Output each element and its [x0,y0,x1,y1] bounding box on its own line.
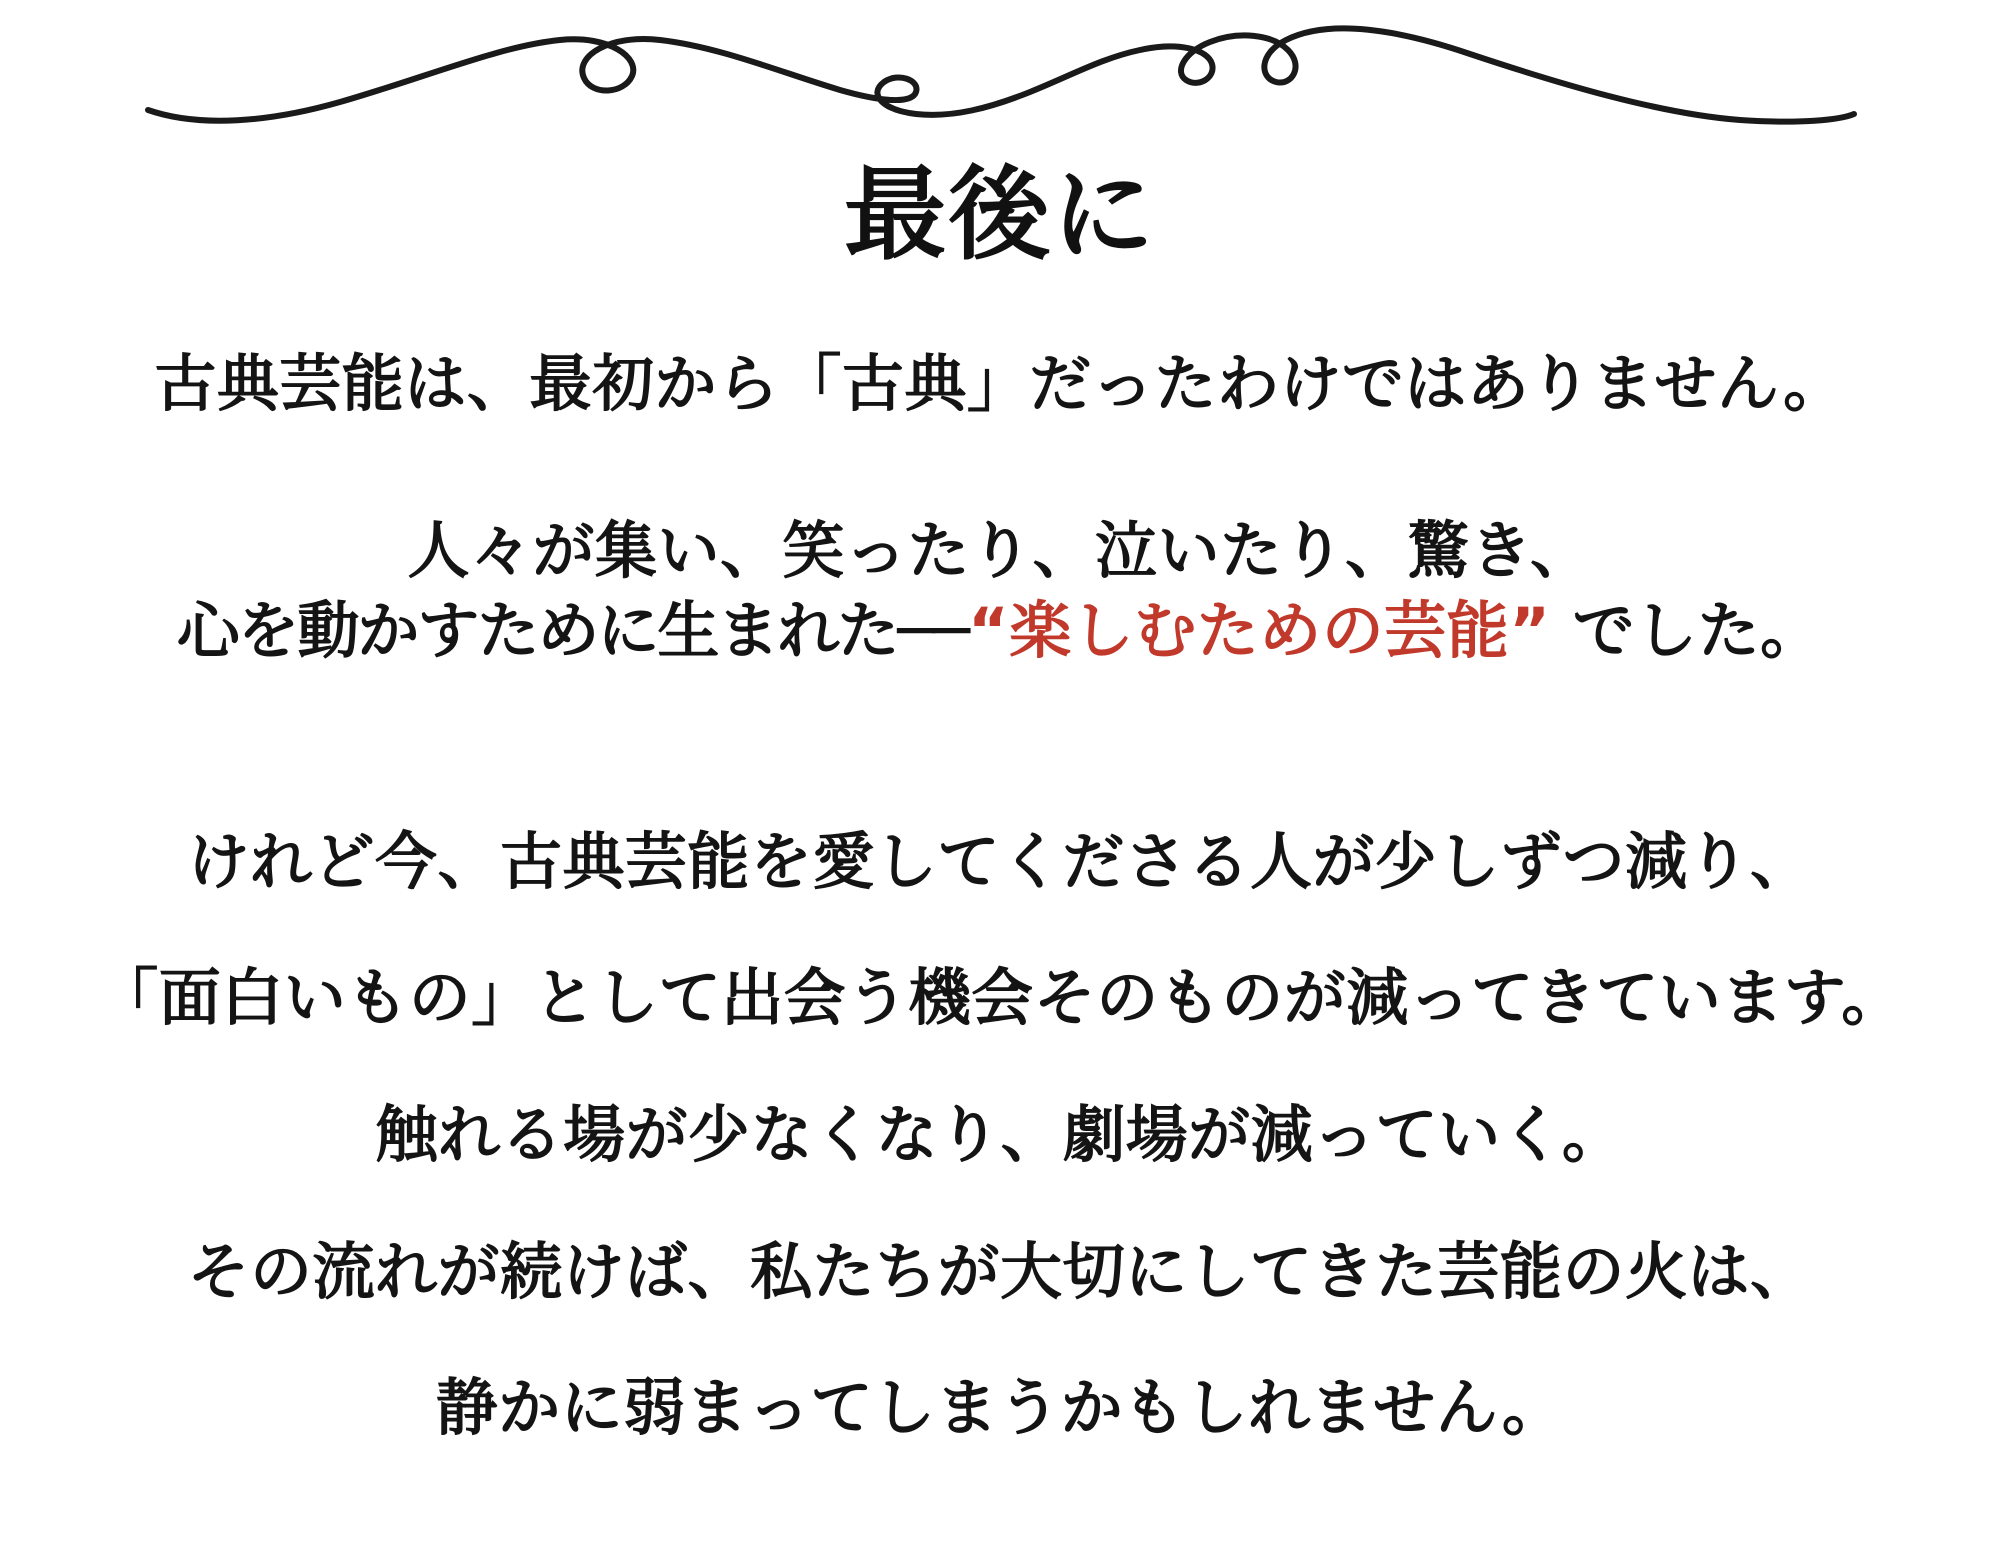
quote-open: “ [968,594,1010,668]
text-line-with-highlight [0,591,2000,672]
text-line: 古典芸能は、最初から「古典」だったわけではありません。 [154,347,1846,420]
body-text-area [0,330,2000,1449]
highlighted-phrase: 楽しむための芸能 [1009,594,1510,668]
page-title: 最後に [844,156,1156,275]
quote-close: ” [1509,594,1551,668]
text-line: 静かに弱まってしまうかもしれません。 [435,1371,1565,1445]
text-line: 人々が集い、笑ったり、泣いたり、驚き、 [407,513,1593,587]
text-line: けれど今、古典芸能を愛してくださる人が少しずつ減り、 [187,824,1813,898]
text-line: 触れる場が少なくなり、劇場が減っていく。 [375,1097,1625,1171]
text-segment-before: 心を動かすために生まれた── [177,594,969,668]
swirl-flourish-divider-icon [140,10,1860,140]
text-line: 「面白いもの」として出会う機会そのものが減ってきています。 [96,961,1904,1035]
paragraph-today [0,822,2000,1449]
paragraph-origin [0,511,2000,672]
text-line: その流れが続けば、私たちが大切にしてきた芸能の火は、 [187,1234,1813,1308]
paragraph-intro [0,344,2000,425]
text-segment-after: でした。 [1550,594,1823,668]
